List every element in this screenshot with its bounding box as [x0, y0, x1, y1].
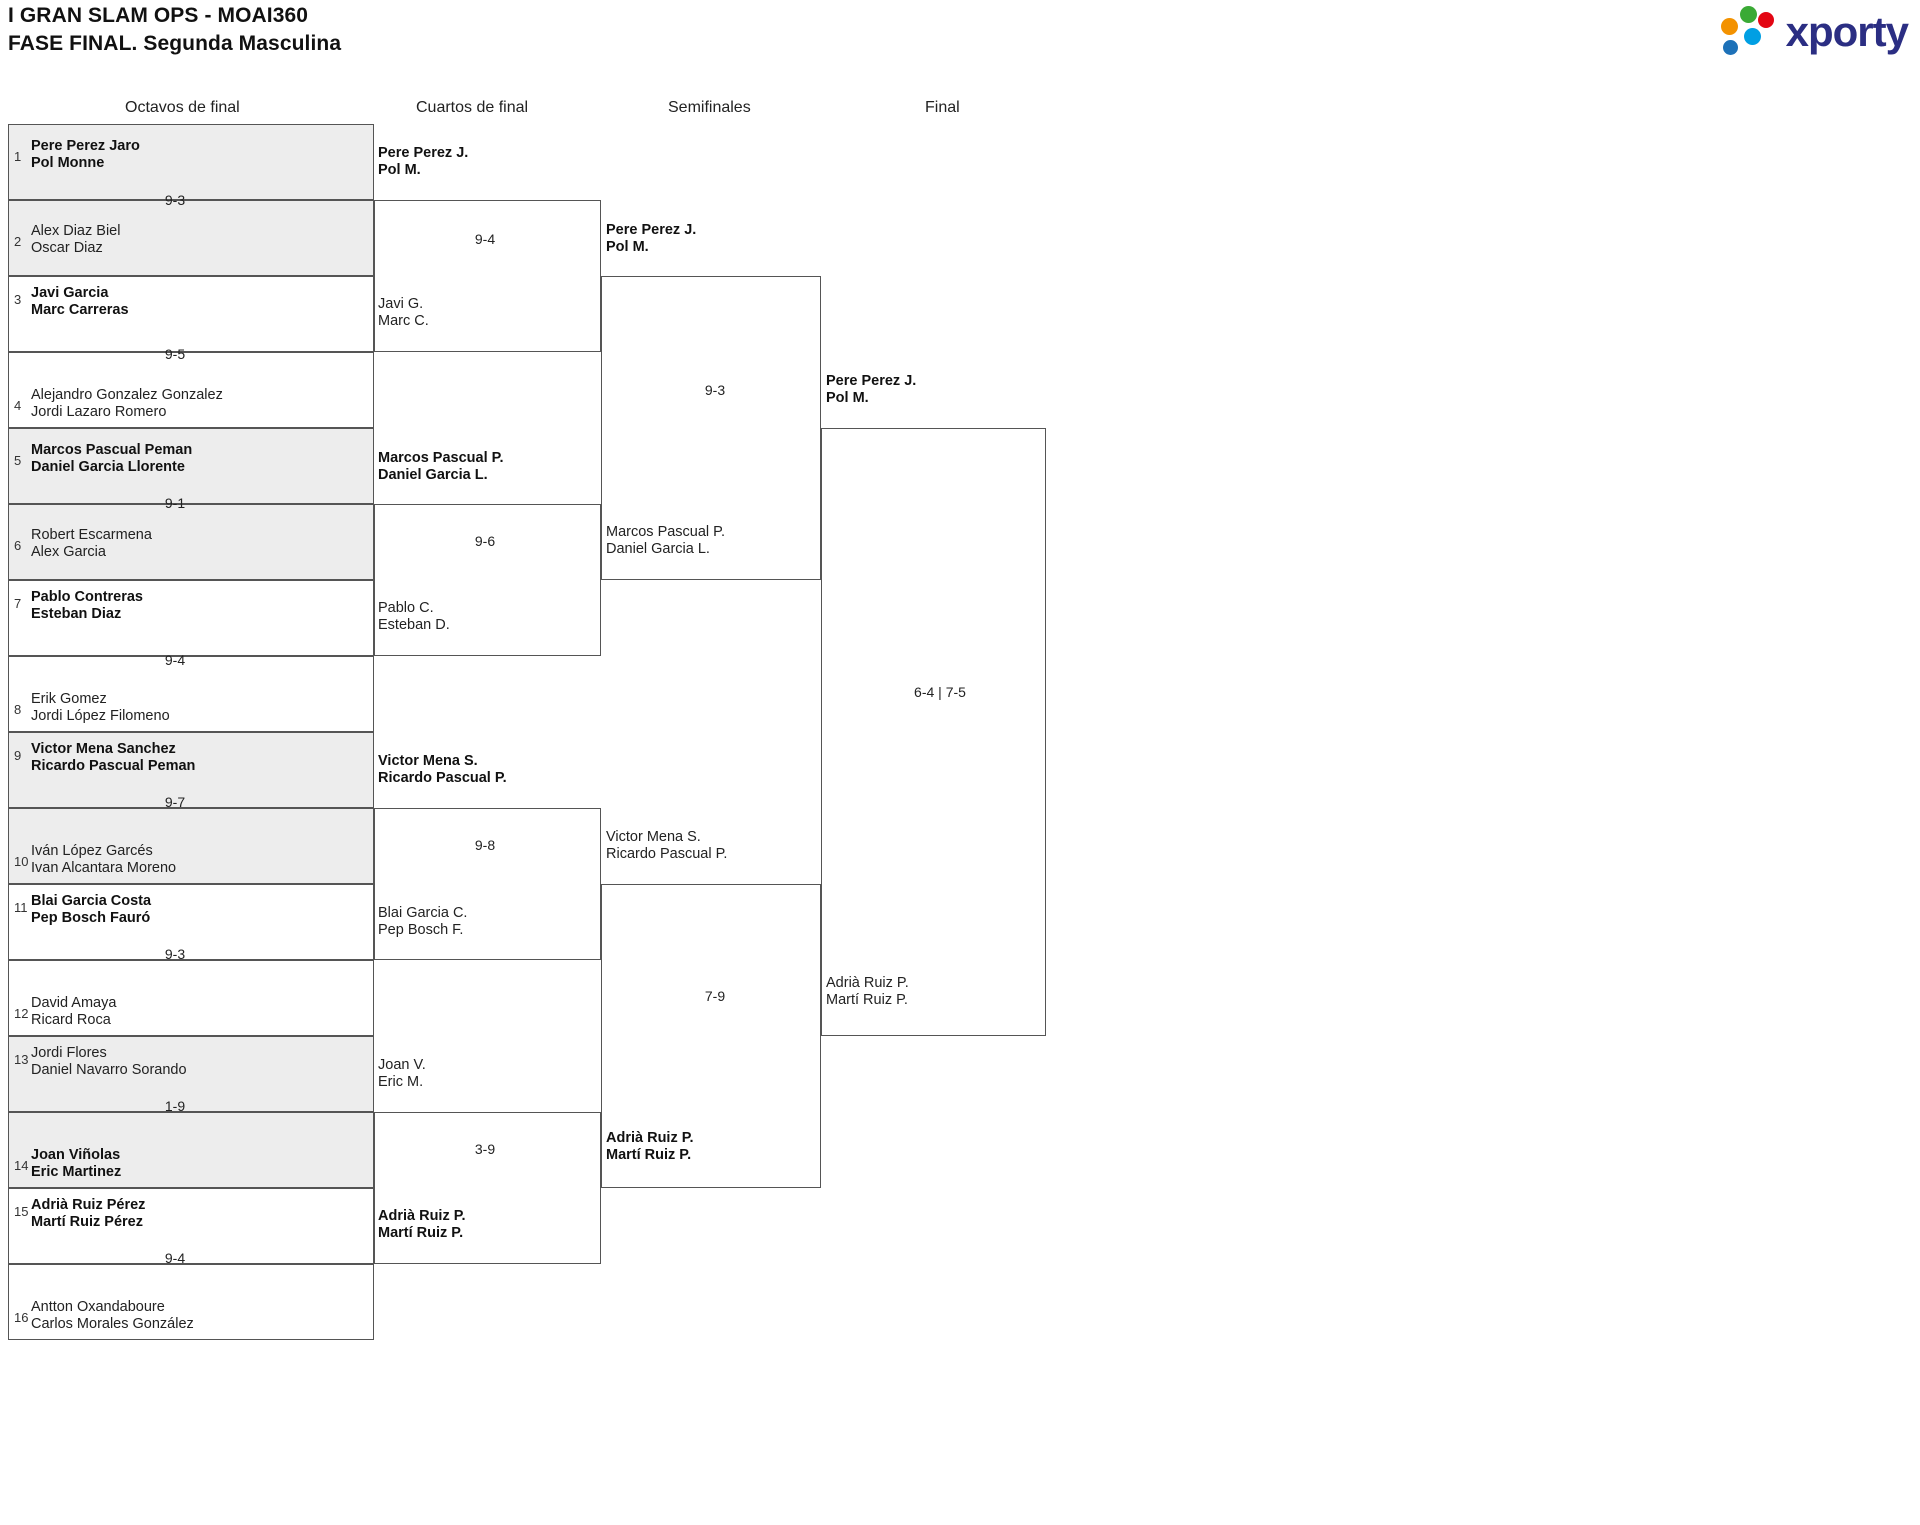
seed-number: 10 — [14, 854, 29, 869]
r16-team-14 — [31, 1147, 121, 1181]
seed-number: 1 — [14, 149, 22, 164]
player-name: Pere Perez J. — [606, 222, 697, 238]
player-name: Victor Mena S. — [606, 829, 701, 845]
round-heading-sf: Semifinales — [668, 99, 751, 116]
final-connector — [821, 428, 1046, 1036]
player-name: Adrià Ruiz P. — [826, 975, 909, 991]
xporty-logo — [1718, 6, 1908, 58]
r16-team-8 — [31, 691, 170, 725]
seed-number: 6 — [14, 538, 22, 553]
player-name: Adrià Ruiz Pérez — [31, 1197, 146, 1213]
player-name: Blai Garcia Costa — [31, 893, 152, 909]
r16-team-13 — [31, 1045, 187, 1079]
r16-seed-16[interactable] — [8, 1264, 374, 1340]
player-name: Pol M. — [378, 162, 421, 178]
r16-seed-7[interactable] — [8, 580, 374, 656]
r16-seed-12[interactable] — [8, 960, 374, 1036]
qf-team-4 — [378, 600, 450, 634]
page-title — [8, 2, 341, 58]
r16-score-4: 9-4 — [164, 652, 186, 668]
player-name: Martí Ruiz P. — [606, 1147, 692, 1163]
r16-team-4 — [31, 387, 223, 421]
player-name: Pep Bosch Fauró — [31, 910, 151, 926]
player-name: Alex Diaz Biel — [31, 223, 121, 239]
sf-score-1: 9-3 — [704, 382, 726, 398]
title-line-1: I GRAN SLAM OPS - MOAI360 — [8, 4, 309, 27]
seed-number: 8 — [14, 702, 22, 717]
qf-team-5 — [378, 753, 507, 787]
round-heading-qf: Cuartos de final — [416, 99, 529, 116]
player-name: Marcos Pascual Peman — [31, 442, 193, 458]
player-name: Pablo Contreras — [31, 589, 143, 605]
seed-number: 7 — [14, 596, 22, 611]
r16-score-1: 9-3 — [164, 192, 186, 208]
seed-number: 11 — [14, 900, 28, 915]
player-name: Martí Ruiz Pérez — [31, 1214, 143, 1230]
qf-team-3 — [378, 450, 503, 484]
player-name: Oscar Diaz — [31, 240, 103, 256]
seed-number: 16 — [14, 1310, 29, 1325]
player-name: Daniel Garcia L. — [606, 541, 710, 557]
r16-team-10 — [31, 843, 176, 877]
r16-team-16 — [31, 1299, 194, 1333]
player-name: Adrià Ruiz P. — [378, 1208, 466, 1224]
sf-score-2: 7-9 — [704, 988, 726, 1004]
sf-team-4 — [606, 1130, 694, 1164]
player-name: Victor Mena S. — [378, 753, 478, 769]
player-name: Daniel Navarro Sorando — [31, 1062, 187, 1078]
player-name: Marc C. — [378, 313, 429, 329]
player-name: Pol M. — [826, 390, 869, 406]
player-name: Robert Escarmena — [31, 527, 152, 543]
player-name: Eric Martinez — [31, 1164, 122, 1180]
r16-team-5 — [31, 442, 192, 476]
player-name: Ricardo Pascual P. — [378, 770, 507, 786]
player-name: Javi Garcia — [31, 285, 109, 301]
r16-seed-4[interactable] — [8, 352, 374, 428]
seed-number: 13 — [14, 1052, 29, 1067]
player-name: Martí Ruiz P. — [378, 1225, 464, 1241]
player-name: Blai Garcia C. — [378, 905, 468, 921]
player-name: Alex Garcia — [31, 544, 106, 560]
final-score: 6-4 | 7-5 — [914, 684, 966, 700]
r16-seed-3[interactable] — [8, 276, 374, 352]
player-name: Erik Gomez — [31, 691, 107, 707]
player-name: Martí Ruiz P. — [826, 992, 908, 1008]
r16-team-6 — [31, 527, 152, 561]
seed-number: 3 — [14, 292, 22, 307]
r16-team-3 — [31, 285, 129, 319]
r16-team-1 — [31, 138, 140, 172]
player-name: Antton Oxandaboure — [31, 1299, 165, 1315]
player-name: Adrià Ruiz P. — [606, 1130, 694, 1146]
player-name: Jordi López Filomeno — [31, 708, 170, 724]
player-name: Ricardo Pascual Peman — [31, 758, 196, 774]
player-name: Ricardo Pascual P. — [606, 846, 728, 862]
player-name: Daniel Garcia Llorente — [31, 459, 185, 475]
sf-team-1 — [606, 222, 696, 256]
r16-team-2 — [31, 223, 120, 257]
player-name: Victor Mena Sanchez — [31, 741, 176, 757]
player-name: Ricard Roca — [31, 1012, 111, 1028]
seed-number: 9 — [14, 748, 22, 763]
r16-team-12 — [31, 995, 116, 1029]
r16-team-9 — [31, 741, 195, 775]
seed-number: 12 — [14, 1006, 29, 1021]
r16-score-2: 9-5 — [164, 346, 186, 362]
final-team-2 — [826, 975, 909, 1009]
qf-score-1: 9-4 — [474, 231, 496, 247]
final-team-1 — [826, 373, 916, 407]
player-name: Iván López Garcés — [31, 843, 153, 859]
round-heading-r16: Octavos de final — [125, 99, 240, 116]
brand-wordmark: xporty — [1785, 8, 1908, 55]
r16-seed-2[interactable] — [8, 200, 374, 276]
sf-team-3 — [606, 829, 727, 863]
sf-team-2 — [606, 524, 725, 558]
r16-seed-1[interactable] — [8, 124, 374, 200]
player-name: Pol Monne — [31, 155, 105, 171]
r16-score-7: 1-9 — [164, 1098, 186, 1114]
qf-score-2: 9-6 — [474, 533, 496, 549]
player-name: David Amaya — [31, 995, 117, 1011]
title-line-2: FASE FINAL. Segunda Masculina — [8, 32, 342, 55]
player-name: Eric M. — [378, 1074, 424, 1090]
round-heading-final: Final — [925, 99, 960, 116]
player-name: Marcos Pascual P. — [378, 450, 504, 466]
r16-score-3: 9-1 — [164, 495, 186, 511]
player-name: Esteban D. — [378, 617, 450, 633]
r16-team-11 — [31, 893, 151, 927]
logo-dots-icon — [1718, 6, 1776, 58]
player-name: Pep Bosch F. — [378, 922, 464, 938]
qf-team-2 — [378, 296, 429, 330]
qf-team-7 — [378, 1057, 426, 1091]
seed-number: 15 — [14, 1204, 29, 1219]
r16-seed-10[interactable] — [8, 808, 374, 884]
r16-seed-5[interactable] — [8, 428, 374, 504]
player-name: Marcos Pascual P. — [606, 524, 726, 540]
qf-team-8 — [378, 1208, 466, 1242]
player-name: Pere Perez J. — [378, 145, 469, 161]
player-name: Ivan Alcantara Moreno — [31, 860, 177, 876]
player-name: Pere Perez Jaro — [31, 138, 140, 154]
qf-score-4: 3-9 — [474, 1141, 496, 1157]
seed-number: 14 — [14, 1158, 29, 1173]
r16-seed-14[interactable] — [8, 1112, 374, 1188]
player-name: Joan Viñolas — [31, 1147, 121, 1163]
player-name: Daniel Garcia L. — [378, 467, 488, 483]
r16-team-7 — [31, 589, 143, 623]
r16-score-6: 9-3 — [164, 946, 186, 962]
player-name: Pablo C. — [378, 600, 434, 616]
seed-number: 2 — [14, 234, 22, 249]
player-name: Carlos Morales González — [31, 1316, 194, 1332]
player-name: Esteban Diaz — [31, 606, 122, 622]
qf-score-3: 9-8 — [474, 837, 496, 853]
player-name: Jordi Lazaro Romero — [31, 404, 167, 420]
player-name: Marc Carreras — [31, 302, 129, 318]
player-name: Joan V. — [378, 1057, 426, 1073]
r16-score-5: 9-7 — [164, 794, 186, 810]
player-name: Jordi Flores — [31, 1045, 107, 1061]
r16-score-8: 9-4 — [164, 1250, 186, 1266]
player-name: Pere Perez J. — [826, 373, 917, 389]
player-name: Javi G. — [378, 296, 424, 312]
r16-team-15 — [31, 1197, 145, 1231]
seed-number: 4 — [14, 398, 22, 413]
player-name: Alejandro Gonzalez Gonzalez — [31, 387, 223, 403]
r16-seed-6[interactable] — [8, 504, 374, 580]
seed-number: 5 — [14, 453, 22, 468]
qf-team-1 — [378, 145, 468, 179]
qf-team-6 — [378, 905, 467, 939]
player-name: Pol M. — [606, 239, 649, 255]
